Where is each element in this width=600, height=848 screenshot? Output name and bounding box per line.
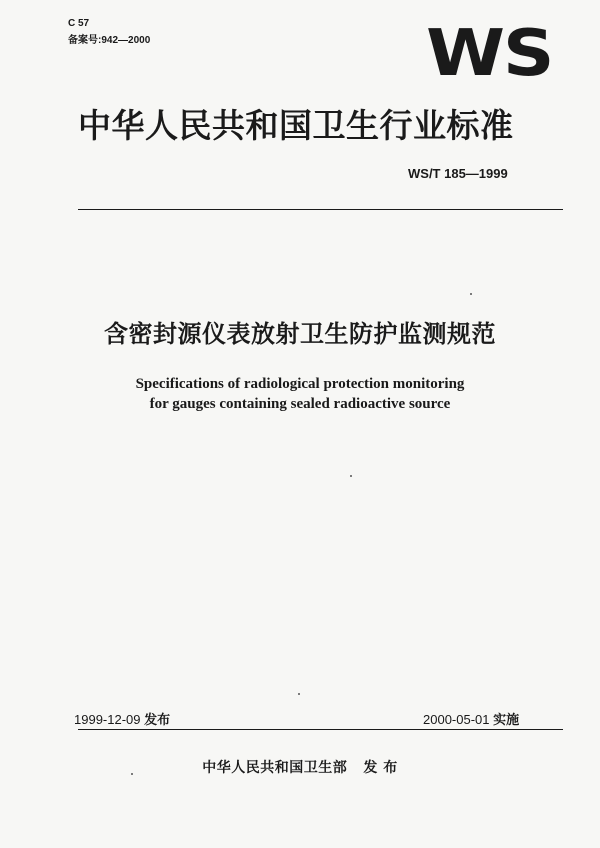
document-title-en-line2: for gauges containing sealed radioactive source: [149, 396, 451, 412]
scan-speck: [131, 773, 133, 775]
scan-speck: [470, 293, 472, 295]
issuer-name: 中华人民共和国卫生部: [202, 760, 348, 776]
record-number: 备案号:942—2000: [68, 35, 151, 46]
issue-date: [74, 709, 170, 728]
scan-speck: [298, 693, 300, 695]
scan-speck: [350, 475, 352, 477]
classification-code: C 57: [68, 18, 90, 29]
standard-category: 中华人民共和国卫生行业标准: [78, 106, 514, 145]
footer-divider: [78, 729, 563, 730]
issuing-authority: [0, 757, 600, 777]
issue-date-label: 发布: [144, 713, 171, 728]
document-title-en-line1: Specifications of radiological protection monitoring: [135, 376, 465, 392]
implementation-date-value: 2000-05-01: [423, 712, 490, 727]
issue-date-value: 1999-12-09: [74, 712, 141, 727]
standard-number: WS/T 185—1999: [408, 166, 508, 181]
document-title-zh: 含密封源仪表放射卫生防护监测规范: [104, 320, 496, 348]
issuer-action: 发 布: [363, 760, 398, 776]
header-divider: [78, 209, 563, 210]
implementation-date-label: 实施: [493, 713, 520, 728]
ws-logo: WS: [426, 17, 553, 91]
implementation-date: [423, 709, 519, 728]
